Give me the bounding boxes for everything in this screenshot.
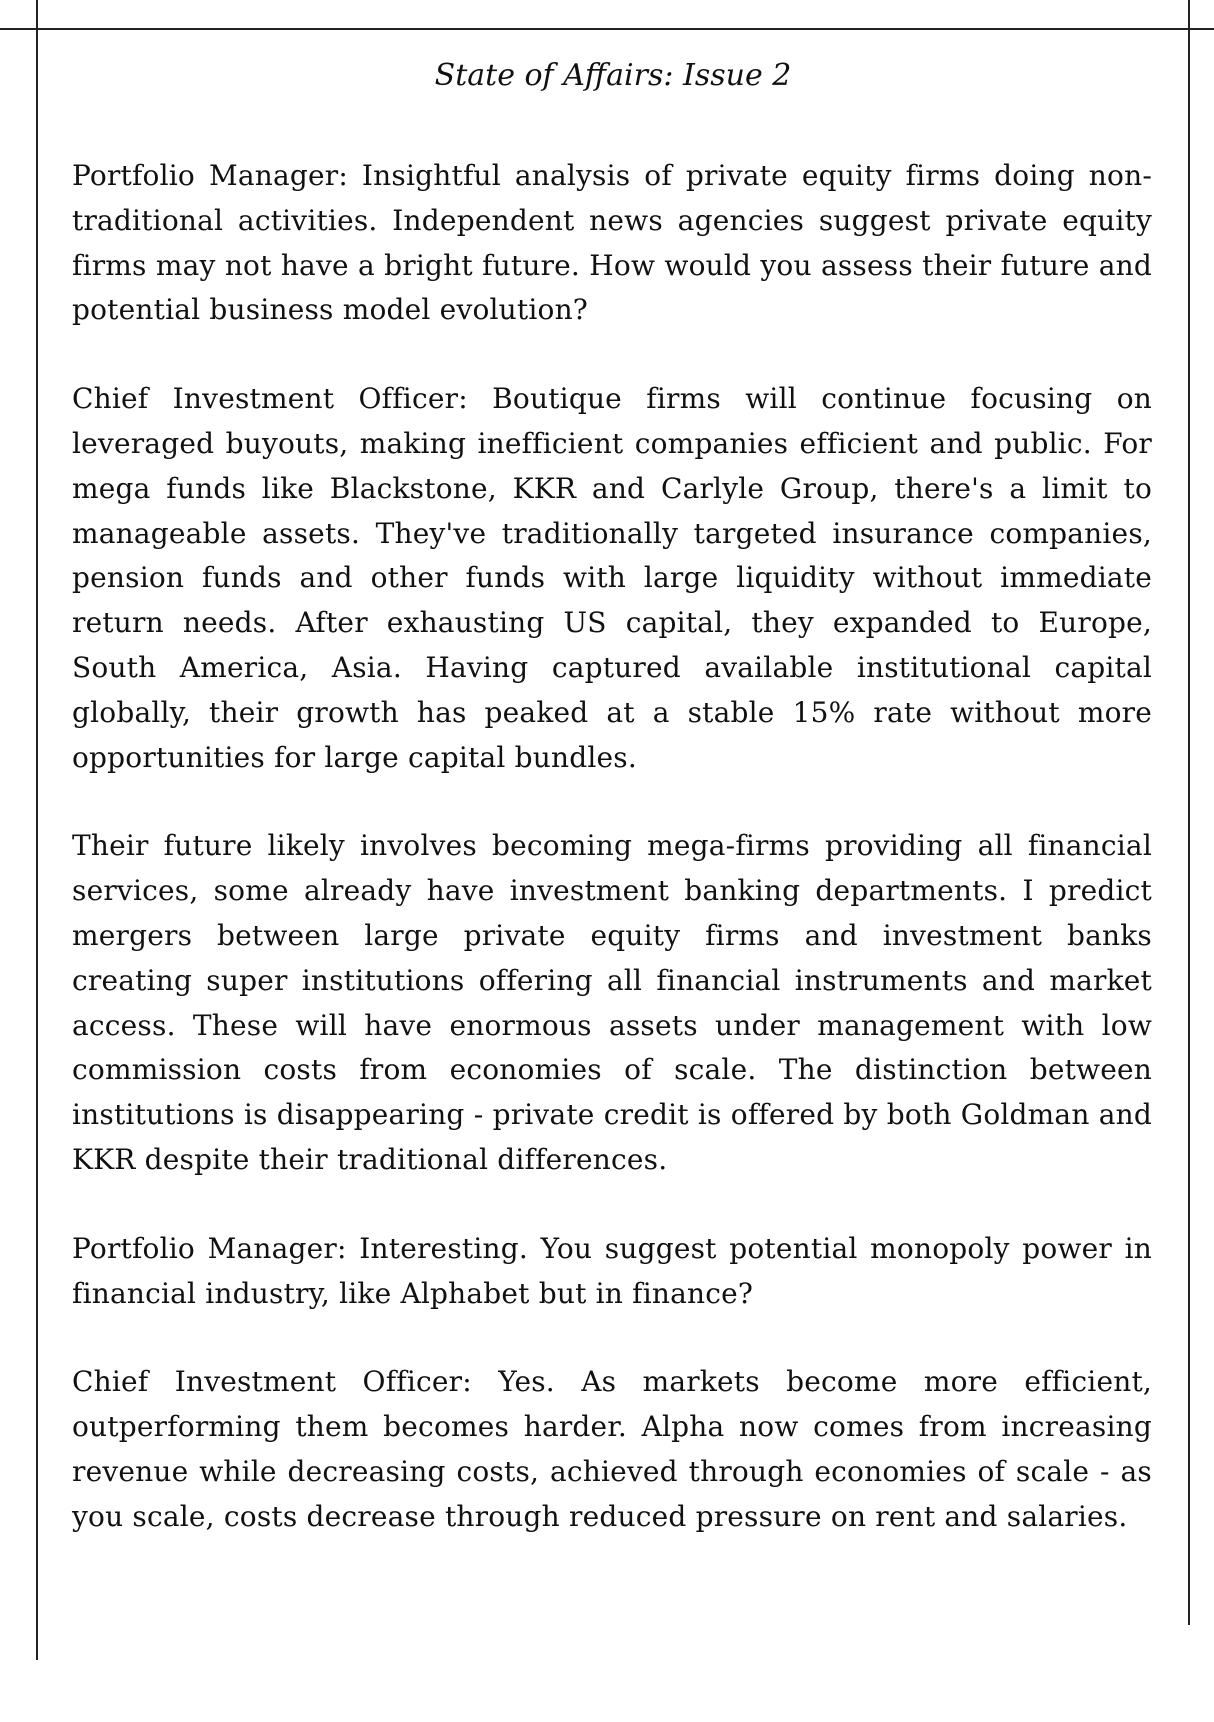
right-border-line: [1188, 0, 1190, 1625]
page-title: State of Affairs: Issue 2: [434, 58, 792, 93]
paragraph-cio-reply: Chief Investment Officer: Yes. As markets become more efficient, outperforming them becomes harder. Alpha now comes from increasing revenue while decreasing costs, achieved through economies of scale - as you scale, costs decrease through reduced pressure on rent and salaries.: [72, 1365, 1152, 1533]
left-border-line: [36, 0, 38, 1660]
paragraph-cio-future: Their future likely involves becoming mega-firms providing all financial services, some already have investment banking departments. I predict mergers between large private equity firms and investment banks creating super institutions offering all financial instruments and market access. These will have enormous assets under management with low commission costs from economies of scale. The distinction between institutions is disappearing - private credit is offered by both Goldman and KKR despite their traditional differences.: [72, 829, 1152, 1176]
document-body: [72, 154, 1152, 1584]
paragraph-pm-followup: Portfolio Manager: Interesting. You suggest potential monopoly power in financial industry, like Alphabet but in finance?: [72, 1231, 1152, 1310]
paragraph-pm-question: Portfolio Manager: Insightful analysis of private equity firms doing non-traditional activities. Independent news agencies suggest private equity firms may not have a bright future. How would you assess their future and potential business model evolution?: [72, 159, 1152, 327]
paragraph-cio-answer: Chief Investment Officer: Boutique firms will continue focusing on leveraged buyouts, making inefficient companies efficient and public. For mega funds like Blackstone, KKR and Carlyle Group, there's a limit to manageable assets. They've traditionally targeted insurance companies, pension funds and other funds with large liquidity without immediate return needs. After exhausting US capital, they expanded to Europe, South America, Asia. Having captured available institutional capital globally, their growth has peaked at a stable 15% rate without more opportunities for large capital bundles.: [72, 382, 1152, 774]
top-border-line: [0, 28, 1214, 30]
